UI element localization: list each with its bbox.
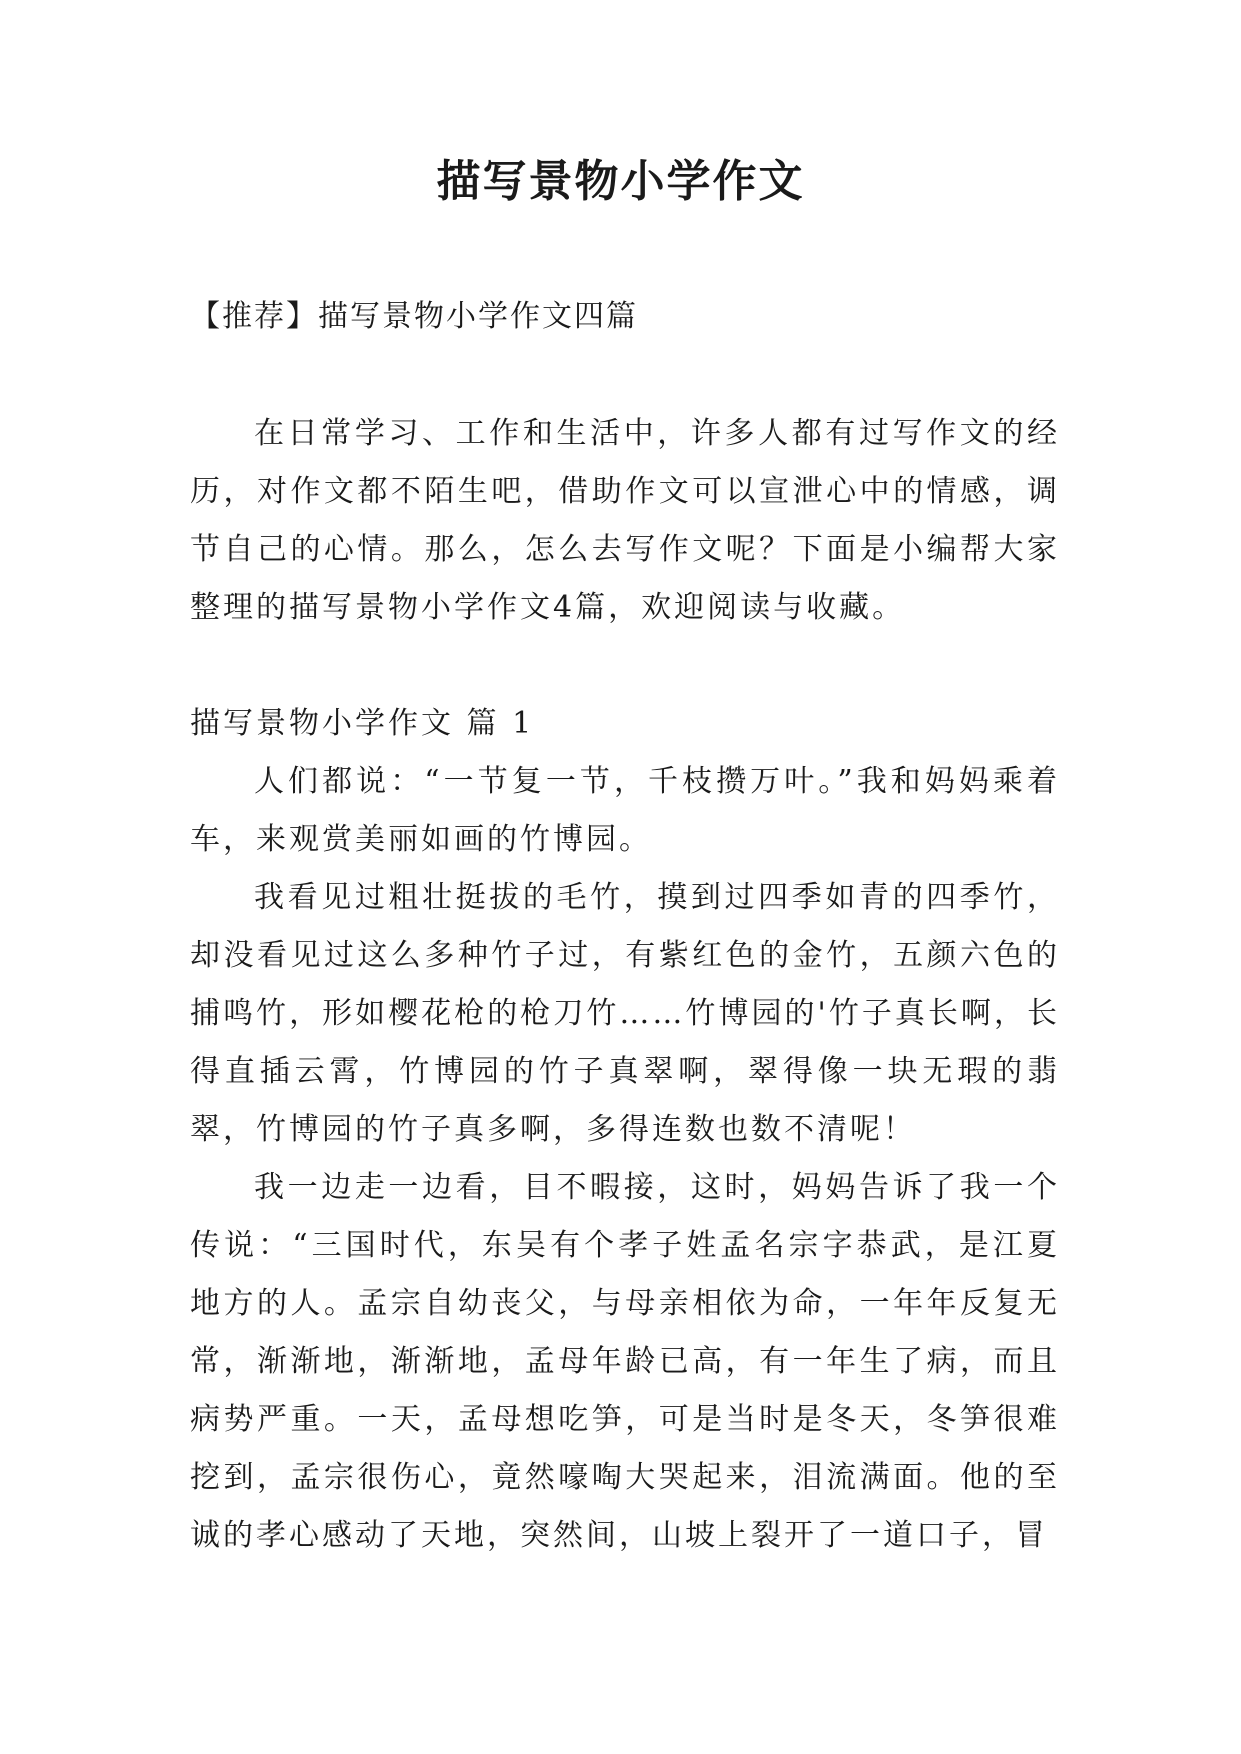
intro-section — [190, 405, 1060, 637]
essay-paragraph: 我看见过粗壮挺拔的毛竹，摸到过四季如青的四季竹，却没看见过这么多种竹子过，有紫红色的金竹，五颜六色的捕鸣竹，形如樱花枪的枪刀竹……竹博园的'竹子真长啊，长得直插云霄，竹博园的竹子真翠啊，翠得像一块无瑕的翡翠，竹博园的竹子真多啊，多得连数也数不清呢！ — [190, 880, 1060, 1147]
intro-paragraph: 在日常学习、工作和生活中，许多人都有过写作文的经历，对作文都不陌生吧，借助作文可以宣泄心中的情感，调节自己的心情。那么，怎么去写作文呢？下面是小编帮大家整理的描写景物小学作文4篇，欢迎阅读与收藏。 — [190, 416, 1060, 625]
essay-paragraph: 人们都说：“一节复一节，千枝攒万叶。”我和妈妈乘着车，来观赏美丽如画的竹博园。 — [190, 764, 1060, 857]
essay-1-heading: 描写景物小学作文 篇 1 — [190, 706, 535, 741]
essay-paragraph: 我一边走一边看，目不暇接，这时，妈妈告诉了我一个传说：“三国时代，东吴有个孝子姓孟名宗字恭武，是江夏地方的人。孟宗自幼丧父，与母亲相依为命，一年年反复无常，渐渐地，渐渐地，孟母年龄已高，有一年生了病，而且病势严重。一天，孟母想吃笋，可是当时是冬天，冬笋很难挖到，孟宗很伤心，竟然嚎啕大哭起来，泪流满面。他的至诚的孝心感动了天地，突然间，山坡上裂开了一道口子，冒 — [190, 1170, 1060, 1553]
document-subtitle: 【推荐】描写景物小学作文四篇 — [190, 299, 638, 334]
essay-1-section — [190, 695, 1060, 1565]
document-title: 描写景物小学作文 — [436, 156, 805, 207]
